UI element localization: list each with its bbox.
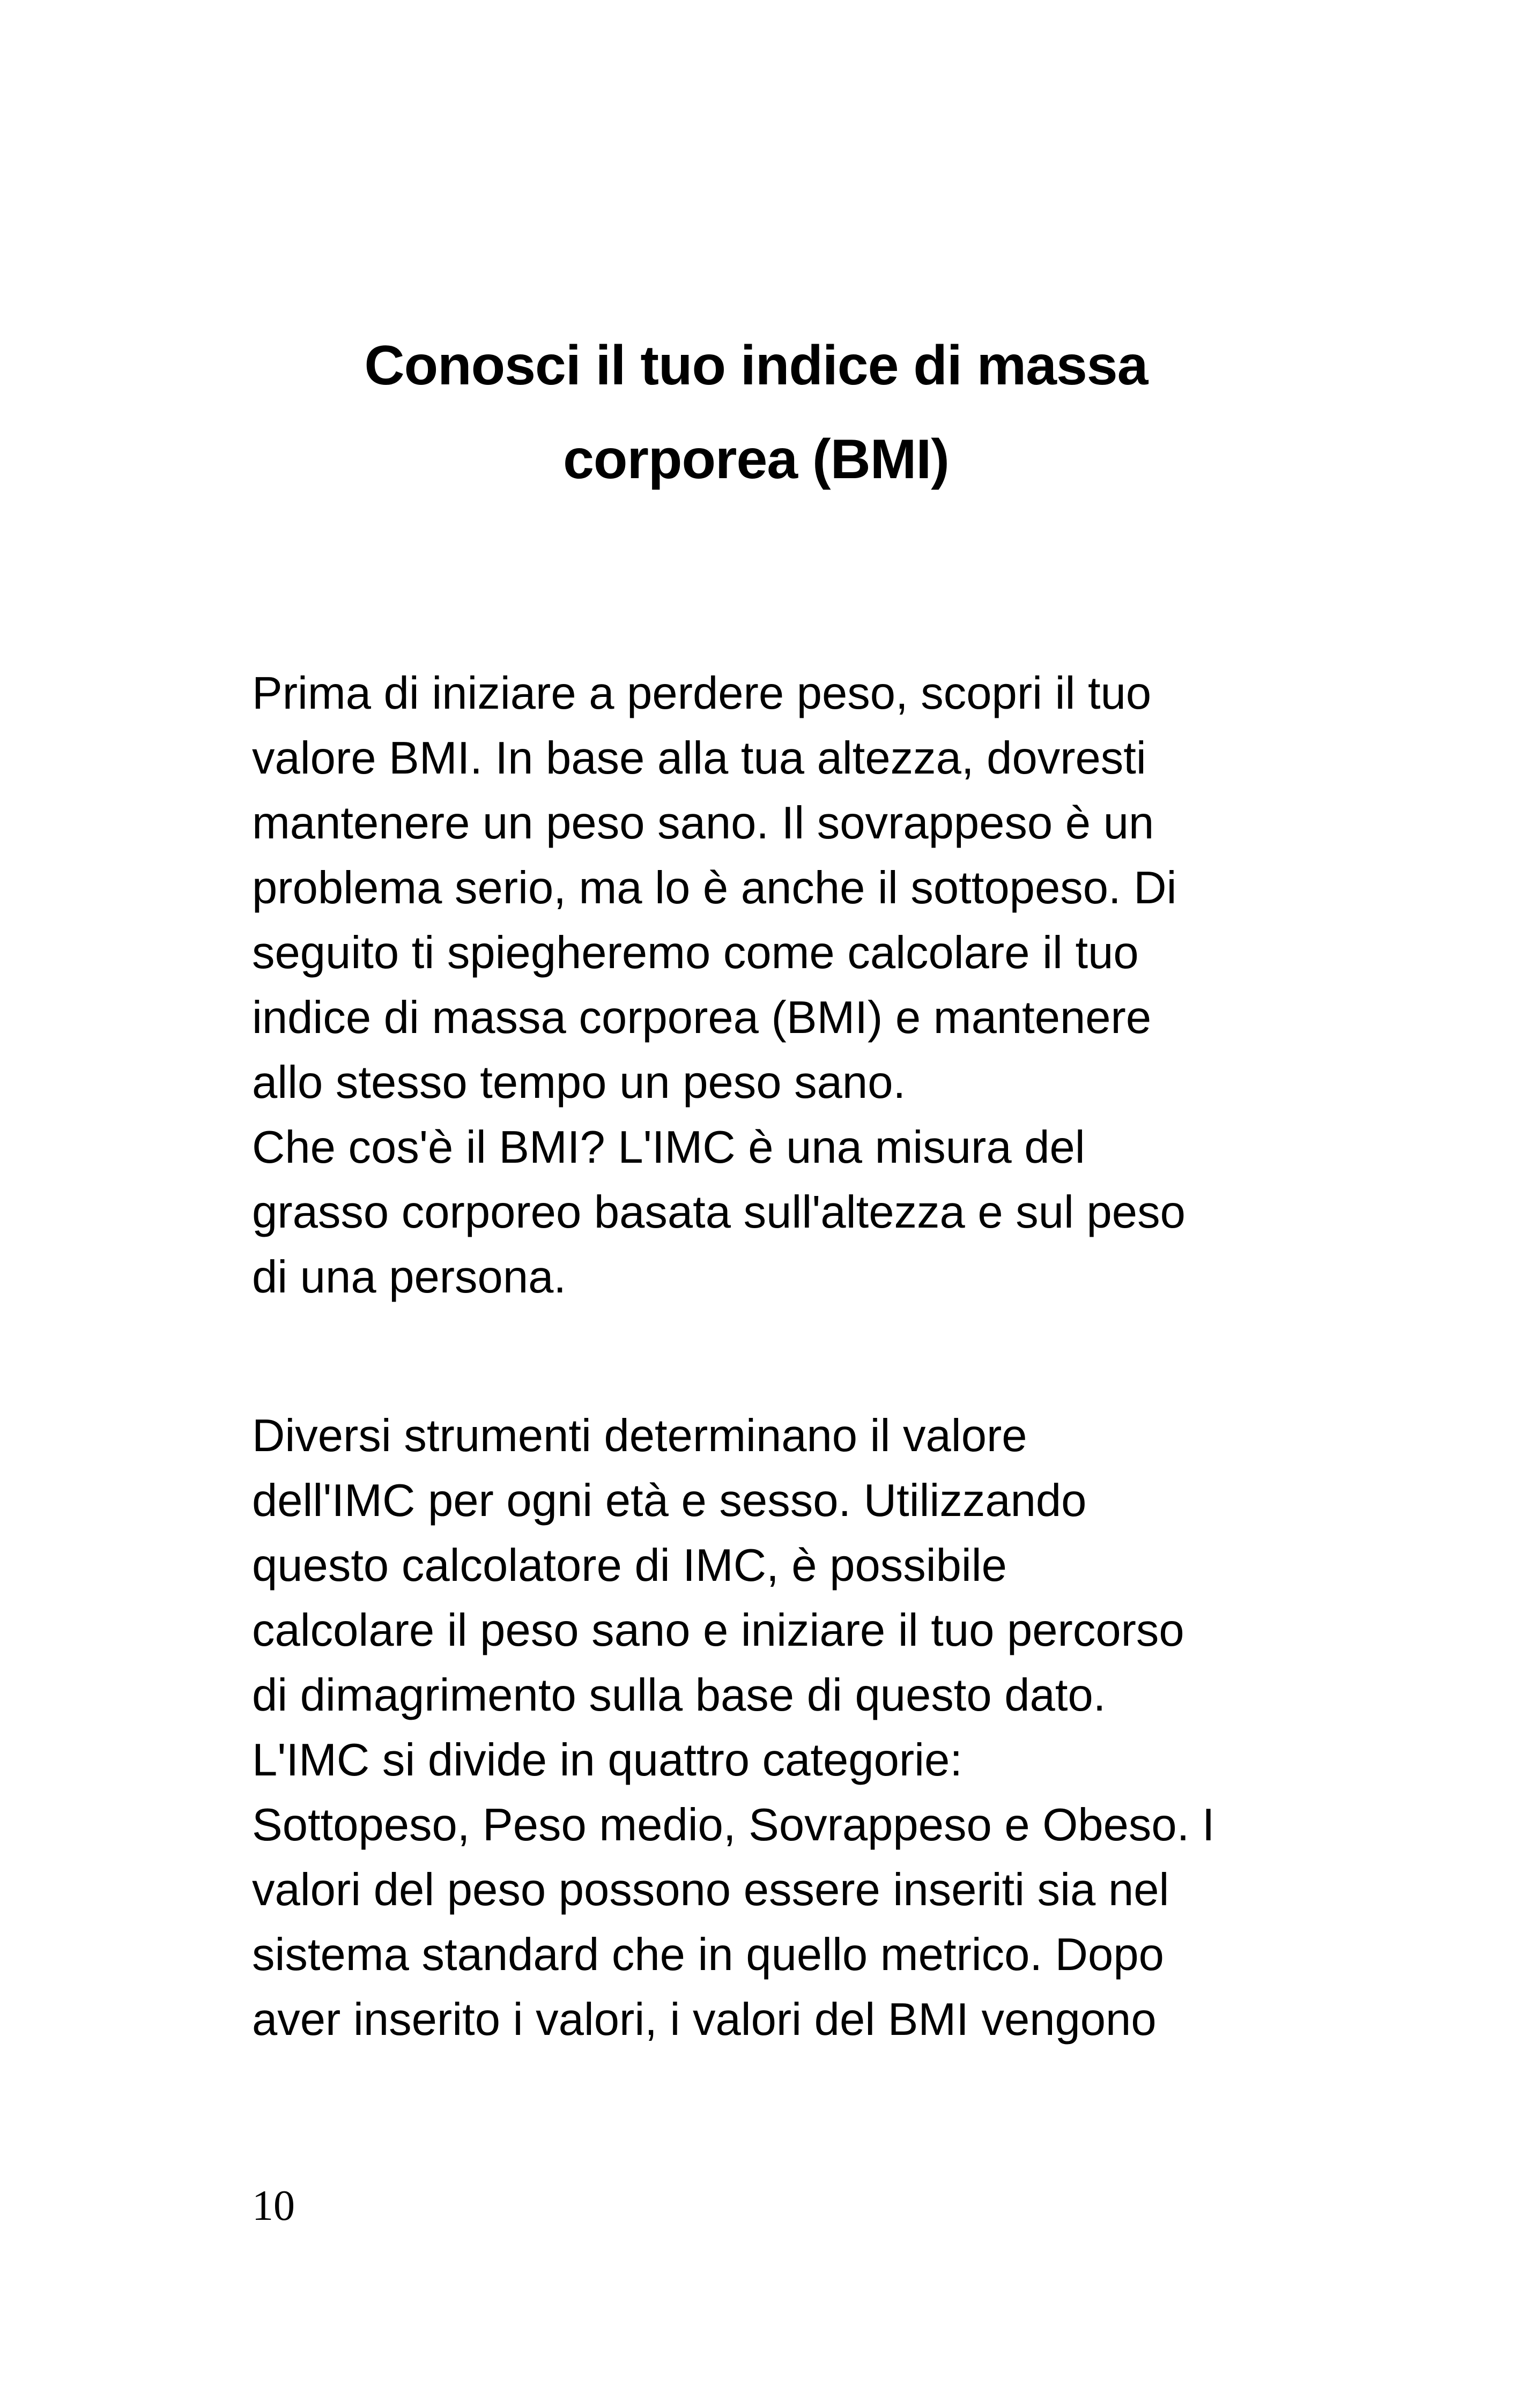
body-paragraph-2 <box>252 1403 1303 2052</box>
text-line: Che cos'è il BMI? L'IMC è una misura del <box>252 1122 1085 1173</box>
text-line: di dimagrimento sulla base di questo dato. <box>252 1670 1106 1721</box>
chapter-title-line: corporea (BMI) <box>563 428 949 490</box>
text-line: mantenere un peso sano. Il sovrappeso è un <box>252 798 1154 849</box>
text-line: valore BMI. In base alla tua altezza, dovresti <box>252 733 1146 784</box>
body-paragraph-1 <box>252 661 1303 1310</box>
text-line: questo calcolatore di IMC, è possibile <box>252 1540 1007 1591</box>
text-line: grasso corporeo basata sull'altezza e sul peso <box>252 1187 1185 1238</box>
page-number: 10 <box>252 2182 295 2229</box>
text-line: Prima di iniziare a perdere peso, scopri il tuo <box>252 668 1152 719</box>
text-line: indice di massa corporea (BMI) e mantenere <box>252 992 1152 1043</box>
text-line: valori del peso possono essere inseriti sia nel <box>252 1864 1169 1915</box>
text-line: Sottopeso, Peso medio, Sovrappeso e Obeso. I <box>252 1800 1215 1850</box>
text-line: L'IMC si divide in quattro categorie: <box>252 1735 962 1786</box>
chapter-title <box>252 319 1260 507</box>
text-line: seguito ti spiegheremo come calcolare il tuo <box>252 927 1139 978</box>
text-line: Diversi strumenti determinano il valore <box>252 1410 1027 1461</box>
chapter-title-line: Conosci il tuo indice di massa <box>364 335 1148 397</box>
text-line: problema serio, ma lo è anche il sottopeso. Di <box>252 863 1177 913</box>
text-line: allo stesso tempo un peso sano. <box>252 1057 906 1108</box>
text-line: dell'IMC per ogni età e sesso. Utilizzando <box>252 1475 1087 1526</box>
text-line: di una persona. <box>252 1252 566 1303</box>
text-line: sistema standard che in quello metrico. Dopo <box>252 1929 1164 1980</box>
text-line: calcolare il peso sano e iniziare il tuo percorso <box>252 1605 1184 1656</box>
text-line: aver inserito i valori, i valori del BMI vengono <box>252 1994 1157 2045</box>
